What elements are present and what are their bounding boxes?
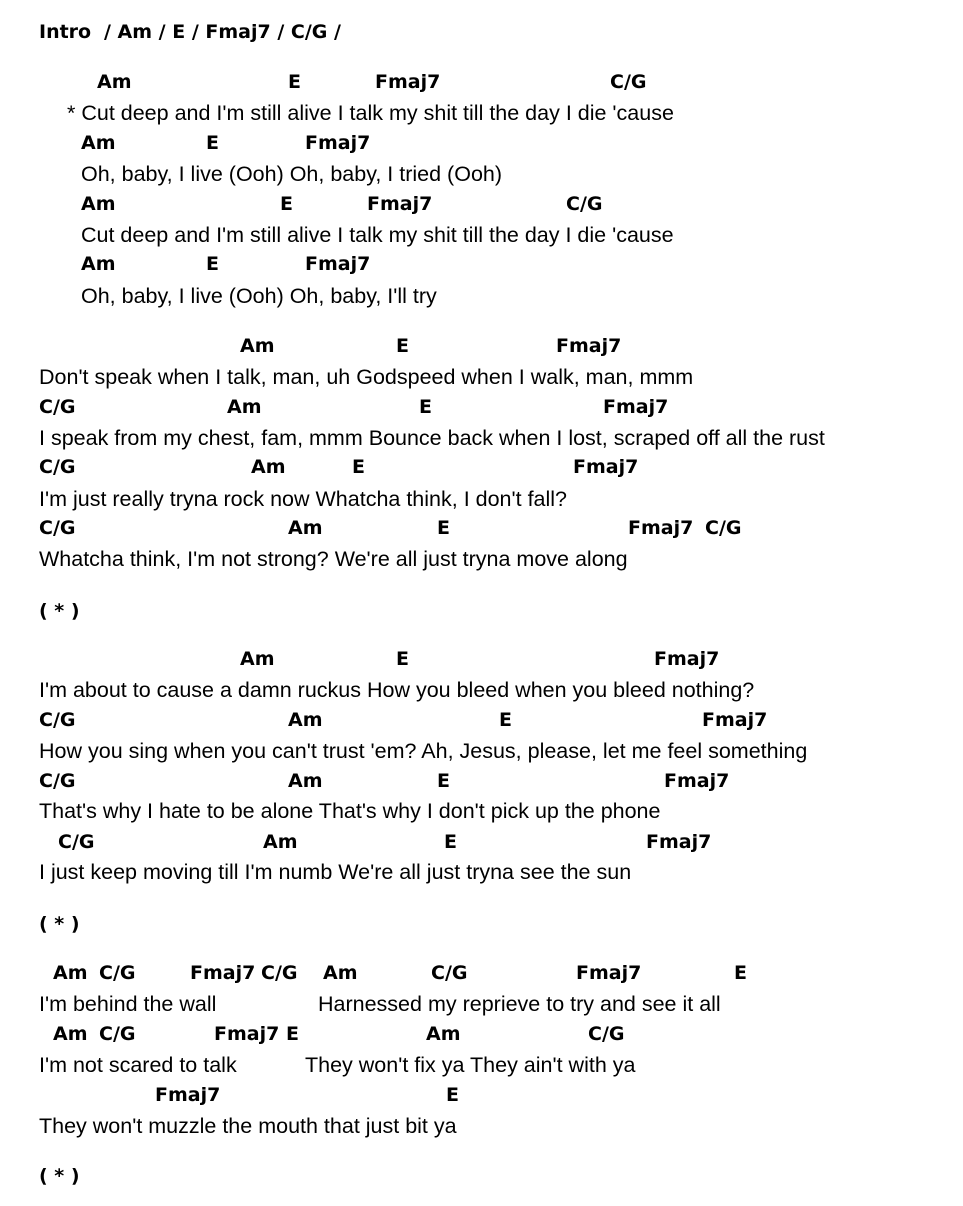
lyric: Don't speak when I talk, man, uh Godspeed when I walk, man, mmm — [39, 365, 694, 389]
chorus-marker-text: ( * ) — [39, 600, 80, 622]
chord: E — [396, 335, 409, 357]
lyric: I just keep moving till I'm numb We're all just tryna see the sun — [39, 860, 632, 884]
chord: E — [444, 831, 457, 853]
chord: Am — [240, 335, 275, 357]
chord: C/G — [705, 517, 742, 539]
chord: Fmaj7 — [375, 71, 441, 93]
chord: Am — [240, 648, 275, 670]
chord: Fmaj7 — [573, 456, 639, 478]
chord: E — [437, 517, 450, 539]
chord: E — [499, 709, 512, 731]
chord: C/G — [99, 962, 136, 984]
chord: Am — [97, 71, 132, 93]
chord: Am — [81, 253, 116, 275]
chord: Am — [323, 962, 358, 984]
chord: E — [734, 962, 747, 984]
lyric: Oh, baby, I live (Ooh) Oh, baby, I'll try — [81, 284, 437, 308]
intro-label: Intro — [39, 21, 92, 43]
chord: Am — [53, 962, 88, 984]
chord: Am — [426, 1023, 461, 1045]
chord: Fmaj7 — [628, 517, 694, 539]
chord: Fmaj7 — [654, 648, 720, 670]
chord: Am — [288, 770, 323, 792]
chord: Fmaj7 — [576, 962, 642, 984]
chord: Fmaj7 — [190, 962, 256, 984]
chord: C/G — [39, 517, 76, 539]
chord: E — [206, 253, 219, 275]
chord: Am — [81, 132, 116, 154]
chord: Fmaj7 — [603, 396, 669, 418]
chorus-marker-text: ( * ) — [39, 1165, 80, 1187]
chord: E — [280, 193, 293, 215]
lyric: I speak from my chest, fam, mmm Bounce back when I lost, scraped off all the rust — [39, 426, 825, 450]
chord: Am — [227, 396, 262, 418]
chord: C/G — [39, 456, 76, 478]
chord: E — [286, 1023, 299, 1045]
chord: E — [288, 71, 301, 93]
chord: C/G — [39, 396, 76, 418]
chord: C/G — [58, 831, 95, 853]
lyric: I'm not scared to talk — [39, 1053, 237, 1077]
lyric: Cut deep and I'm still alive I talk my shit till the day I die 'cause — [81, 223, 674, 247]
lyric: They won't muzzle the mouth that just bit ya — [39, 1114, 457, 1138]
chord: Fmaj7 — [702, 709, 768, 731]
chord: Am — [288, 709, 323, 731]
chord: E — [437, 770, 450, 792]
chord: E — [352, 456, 365, 478]
chord: Am — [251, 456, 286, 478]
lyric: I'm behind the wall — [39, 992, 217, 1016]
chord: Fmaj7 — [155, 1084, 221, 1106]
lyric: That's why I hate to be alone That's why I don't pick up the phone — [39, 799, 661, 823]
chord: Am — [53, 1023, 88, 1045]
chord: Am — [81, 193, 116, 215]
chord: C/G — [39, 770, 76, 792]
chord: C/G — [610, 71, 647, 93]
chord: Fmaj7 — [664, 770, 730, 792]
chord: E — [396, 648, 409, 670]
lyric: Whatcha think, I'm not strong? We're all just tryna move along — [39, 547, 628, 571]
lyric: Harnessed my reprieve to try and see it all — [318, 992, 721, 1016]
lyric: * Cut deep and I'm still alive I talk my shit till the day I die 'cause — [67, 101, 674, 125]
chord: E — [206, 132, 219, 154]
chord: Fmaj7 — [646, 831, 712, 853]
lyric: How you sing when you can't trust 'em? Ah, Jesus, please, let me feel something — [39, 739, 808, 763]
lyric: I'm just really tryna rock now Whatcha think, I don't fall? — [39, 487, 568, 511]
lyric: Oh, baby, I live (Ooh) Oh, baby, I tried (Ooh) — [81, 162, 503, 186]
chord: Fmaj7 — [367, 193, 433, 215]
chord: C/G — [39, 709, 76, 731]
chord: C/G — [588, 1023, 625, 1045]
chord: C/G — [431, 962, 468, 984]
lyric: They won't fix ya They ain't with ya — [305, 1053, 636, 1077]
chord: Am — [288, 517, 323, 539]
chorus-marker-text: ( * ) — [39, 913, 80, 935]
chord: Fmaj7 — [305, 132, 371, 154]
chord: Fmaj7 — [214, 1023, 280, 1045]
chord: C/G — [99, 1023, 136, 1045]
chord: Am — [263, 831, 298, 853]
chord: E — [419, 396, 432, 418]
lyric: I'm about to cause a damn ruckus How you bleed when you bleed nothing? — [39, 678, 755, 702]
chord: E — [446, 1084, 459, 1106]
intro-progression: / Am / E / Fmaj7 / C/G / — [104, 21, 341, 43]
chord: C/G — [566, 193, 603, 215]
chord: Fmaj7 — [556, 335, 622, 357]
chord: C/G — [261, 962, 298, 984]
chord: Fmaj7 — [305, 253, 371, 275]
